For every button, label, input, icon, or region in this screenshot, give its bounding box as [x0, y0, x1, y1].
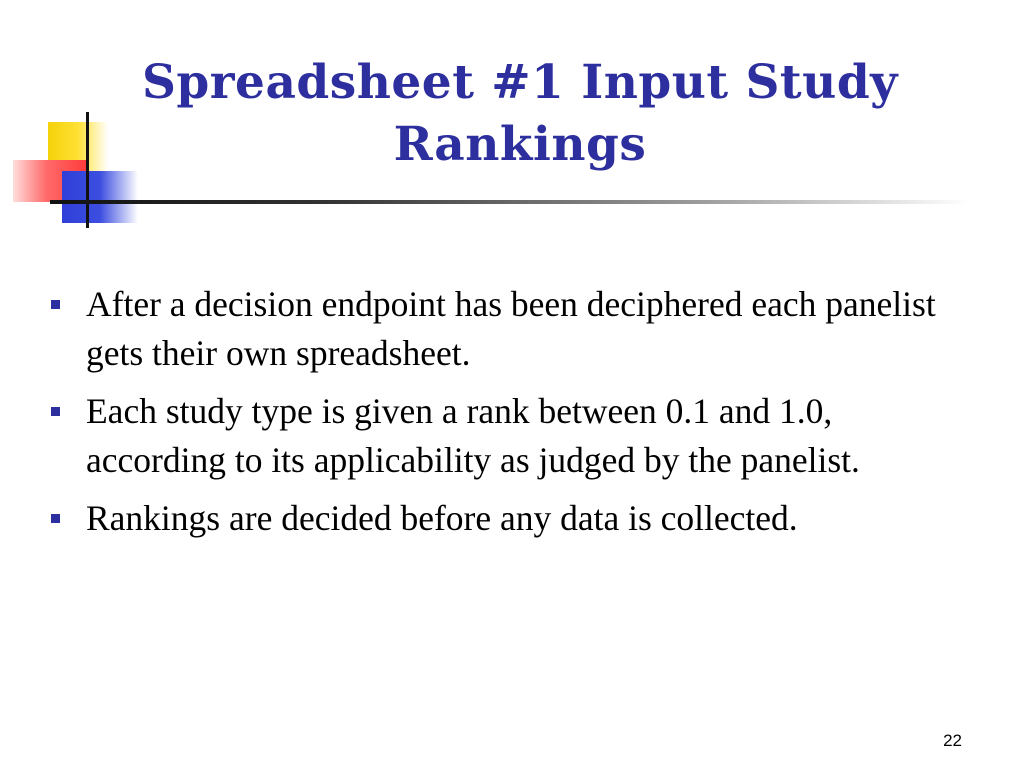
logo-blue-square [62, 171, 138, 223]
page-number: 22 [943, 731, 962, 750]
bullet-square-icon [51, 514, 60, 523]
title-underline-rule [50, 200, 970, 204]
slide-title-line-1: Spreadsheet #1 Input Study [141, 55, 898, 110]
bullet-text: After a decision endpoint has been deciphered each panelist gets their own spreadsheet. [86, 284, 936, 373]
slide-title [100, 52, 940, 176]
slide-title-line-2: Rankings [393, 117, 647, 172]
bullet-text: Each study type is given a rank between 0.1 and 1.0, according to its applicability as judged by the panelist. [86, 391, 860, 480]
bullet-item [46, 280, 976, 378]
logo-vertical-line [86, 112, 89, 228]
bullet-square-icon [51, 407, 60, 416]
bullet-item [46, 387, 976, 485]
bullet-text: Rankings are decided before any data is collected. [86, 498, 798, 538]
bullet-item [46, 494, 976, 543]
bullet-list [46, 280, 976, 552]
bullet-square-icon [51, 300, 60, 309]
